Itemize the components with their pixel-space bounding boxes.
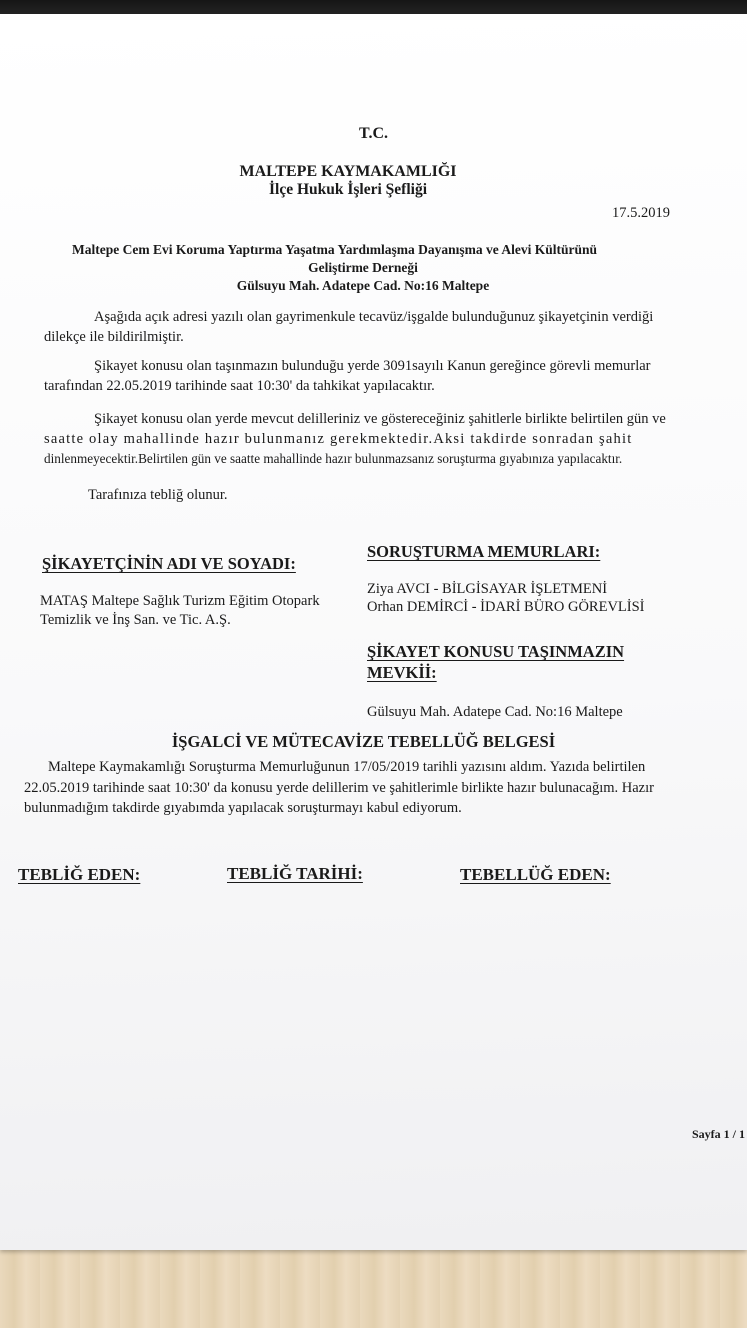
- paragraph-4: Tarafınıza tebliğ olunur.: [88, 487, 228, 503]
- paragraph-3-line-1: Şikayet konusu olan yerde mevcut delilleriniz ve göstereceğiniz şahitlerle birlikte belirtilen gün ve: [94, 411, 666, 427]
- page-number: Sayfa 1 / 1: [692, 1127, 746, 1141]
- property-address: Gülsuyu Mah. Adatepe Cad. No:16 Maltepe: [367, 704, 623, 720]
- officer-2: Orhan DEMİRCİ - İDARİ BÜRO GÖREVLİSİ: [367, 599, 645, 615]
- receipt-line-1: Maltepe Kaymakamlığı Soruşturma Memurluğunun 17/05/2019 tarihli yazısını aldım. Yazıda belirtilen: [48, 759, 646, 775]
- property-heading-line-2: MEVKİİ:: [367, 663, 437, 682]
- authority-name: MALTEPE KAYMAKAMLIĞI: [239, 163, 457, 180]
- paragraph-1-line-2: dilekçe ile bildirilmiştir.: [44, 329, 184, 345]
- desk-surface: [0, 1245, 747, 1328]
- complainant-name-line-1: MATAŞ Maltepe Sağlık Turizm Eğitim Otopark: [40, 593, 320, 609]
- officers-heading: SORUŞTURMA MEMURLARI:: [367, 542, 601, 561]
- paragraph-2-line-1: Şikayet konusu olan taşınmazın bulunduğu yerde 3091sayılı Kanun gereğince görevli memurlar: [94, 358, 651, 374]
- paragraph-3-line-3: dinlenmeyecektir.Belirtilen gün ve saatte mahallinde hazır bulunmazsanız soruşturma gıyabınıza yapılacaktır.: [44, 451, 623, 466]
- paragraph-3-line-2: saatte olay mahallinde hazır bulunmanız gerekmektedir.Aksi takdirde sonradan şahit: [44, 431, 633, 447]
- service-date-label: TEBLİĞ TARİHİ:: [227, 864, 363, 883]
- receipt-line-3: bulunmadığım takdirde gıyabımda yapılacak soruşturmayı kabul ediyorum.: [24, 800, 462, 816]
- receipt-title: İŞGALCİ VE MÜTECAVİZE TEBELLÜĞ BELGESİ: [171, 732, 556, 751]
- document-page: [0, 14, 747, 1250]
- paragraph-2-line-2: tarafından 22.05.2019 tarihinde saat 10:30' da tahkikat yapılacaktır.: [44, 378, 435, 394]
- complainant-name-line-2: Temizlik ve İnş San. ve Tic. A.Ş.: [40, 612, 231, 628]
- header-tc: T.C.: [358, 125, 389, 142]
- recipient-line-2: Geliştirme Derneği: [308, 260, 418, 275]
- received-by-label: TEBELLÜĞ EDEN:: [460, 865, 611, 884]
- complainant-heading: ŞİKAYETÇİNİN ADI VE SOYADI:: [42, 554, 296, 573]
- paragraph-1-line-1: Aşağıda açık adresi yazılı olan gayrimenkule tecavüz/işgalde bulunduğunuz şikayetçinin verdiği: [94, 309, 654, 325]
- property-heading-line-1: ŞİKAYET KONUSU TAŞINMAZIN: [367, 642, 625, 661]
- recipient-line-1: Maltepe Cem Evi Koruma Yaptırma Yaşatma Yardımlaşma Dayanışma ve Alevi Kültürünü: [72, 242, 597, 257]
- served-by-label: TEBLİĞ EDEN:: [18, 865, 141, 884]
- recipient-address: Gülsuyu Mah. Adatepe Cad. No:16 Maltepe: [236, 278, 490, 293]
- officer-1: Ziya AVCI - BİLGİSAYAR İŞLETMENİ: [367, 581, 608, 597]
- document-date: 17.5.2019: [612, 205, 670, 221]
- department-name: İlçe Hukuk İşleri Şefliği: [268, 181, 428, 198]
- receipt-line-2: 22.05.2019 tarihinde saat 10:30' da konusu yerde delillerim ve şahitlerimle birlikte hazır bulunacağım. Hazır: [24, 780, 654, 796]
